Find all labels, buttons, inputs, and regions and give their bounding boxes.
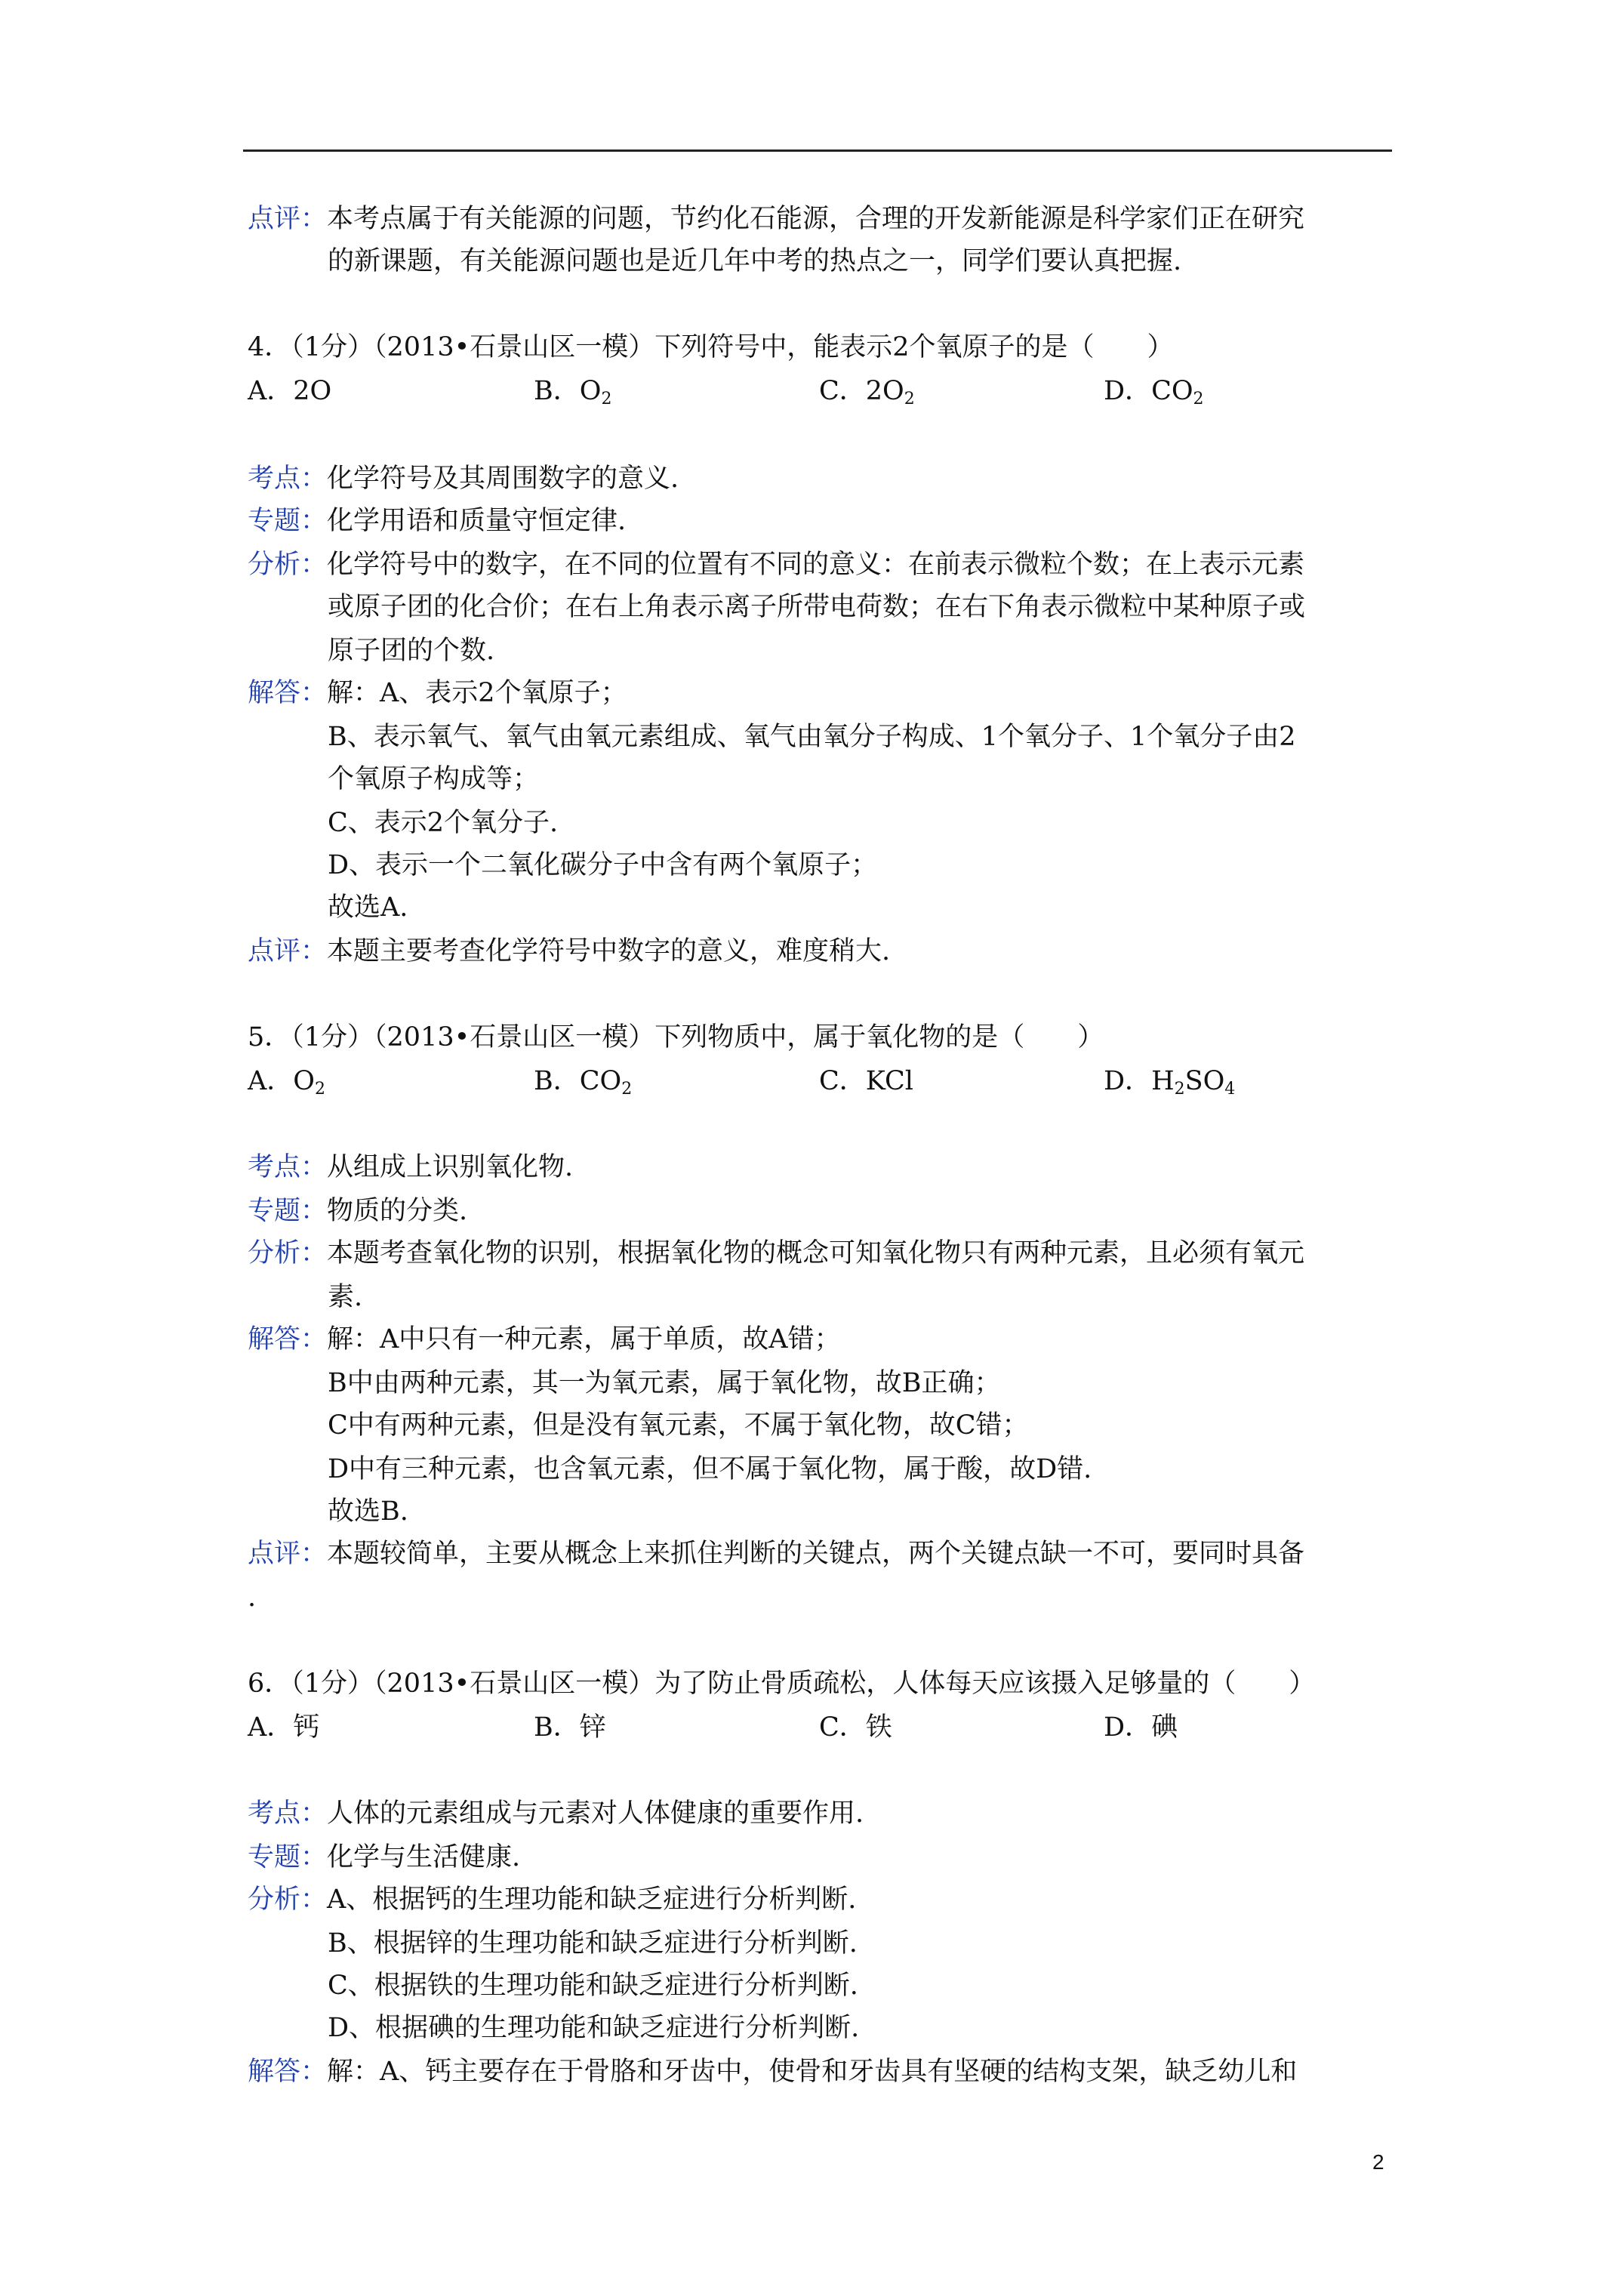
page-number: 2 xyxy=(1372,2150,1384,2174)
q5-fenxi-line-2: 素. xyxy=(328,1282,363,1312)
jieda-label: 解答 xyxy=(248,1324,301,1354)
zhuanti-label: 专题 xyxy=(248,1196,301,1226)
q6-zhuanti: 专题：化学与生活健康. xyxy=(248,1842,521,1872)
q6-fenxi-line-1: 分析：A、根据钙的生理功能和缺乏症进行分析判断. xyxy=(248,1885,857,1915)
q4-option-d: D．$CO_2$ xyxy=(1104,376,1204,408)
q6-kaodian: 考点：人体的元素组成与元素对人体健康的重要作用. xyxy=(248,1798,864,1829)
prev-review-line-1: 点评：本考点属于有关能源的问题，节约化石能源，合理的开发新能源是科学家们正在研究 xyxy=(248,204,1305,234)
q5-jieda-line-5: 故选B. xyxy=(328,1496,408,1527)
prev-review-line-2: 的新课题，有关能源问题也是近几年中考的热点之一，同学们要认真把握. xyxy=(328,246,1182,276)
q6-jieda-line-1: 解答：解：A、钙主要存在于骨胳和牙齿中，使骨和牙齿具有坚硬的结构支架，缺乏幼儿和 xyxy=(248,2057,1298,2087)
q5-option-a: A．$O_2$ xyxy=(248,1066,325,1099)
q6-option-a: A．钙 xyxy=(248,1712,320,1743)
q6-fenxi-line-4: D、根据碘的生理功能和缺乏症进行分析判断. xyxy=(328,2013,860,2043)
q4-jieda-line-4: C、表示2个氧分子. xyxy=(328,808,559,838)
q4-kaodian: 考点：化学符号及其周围数字的意义. xyxy=(248,464,679,494)
q5-option-b: B．$CO_2$ xyxy=(534,1066,633,1099)
q4-stem: 4．（1分）（2013•石景山区一模）下列符号中，能表示2个氧原子的是（ ） xyxy=(248,332,1174,362)
jieda-label: 解答 xyxy=(248,2057,301,2087)
fenxi-label: 分析 xyxy=(248,1238,301,1268)
fenxi-label: 分析 xyxy=(248,550,301,580)
fenxi-label: 分析 xyxy=(248,1885,301,1915)
q4-fenxi-line-1: 分析：化学符号中的数字，在不同的位置有不同的意义：在前表示微粒个数；在上表示元素 xyxy=(248,550,1305,580)
q5-kaodian: 考点：从组成上识别氧化物. xyxy=(248,1152,574,1182)
q4-zhuanti: 专题：化学用语和质量守恒定律. xyxy=(248,506,627,536)
zhuanti-label: 专题 xyxy=(248,1842,301,1872)
jieda-label: 解答 xyxy=(248,678,301,708)
q4-option-c: C．$2O_2$ xyxy=(819,376,915,408)
q5-jieda-line-2: B中由两种元素，其一为氧元素，属于氧化物，故B正确； xyxy=(328,1368,1001,1398)
kaodian-label: 考点 xyxy=(248,1152,301,1182)
review-label: 点评 xyxy=(248,204,301,234)
q4-jieda-line-3: 个氧原子构成等； xyxy=(328,764,540,794)
kaodian-label: 考点 xyxy=(248,464,301,494)
q5-dianping-line-2: . xyxy=(248,1583,257,1613)
q6-option-c: C．铁 xyxy=(819,1712,892,1743)
q5-jieda-line-3: C中有两种元素，但是没有氧元素，不属于氧化物，故C错； xyxy=(328,1410,1029,1441)
dianping-label: 点评 xyxy=(248,1539,301,1569)
q5-fenxi-line-1: 分析：本题考查氧化物的识别，根据氧化物的概念可知氧化物只有两种元素，且必须有氧元 xyxy=(248,1238,1305,1268)
q4-fenxi-line-3: 原子团的个数. xyxy=(328,636,495,666)
q4-jieda-line-2: B、表示氧气、氧气由氧元素组成、氧气由氧分子构成、1个氧分子、1个氧分子由2 xyxy=(328,722,1296,752)
q6-fenxi-line-2: B、根据锌的生理功能和缺乏症进行分析判断. xyxy=(328,1928,858,1959)
q4-jieda-line-1: 解答：解：A、表示2个氧原子； xyxy=(248,678,627,708)
q4-option-a: A．2O xyxy=(248,376,332,406)
zhuanti-label: 专题 xyxy=(248,506,301,536)
kaodian-label: 考点 xyxy=(248,1798,301,1829)
q5-jieda-line-1: 解答：解：A中只有一种元素，属于单质，故A错； xyxy=(248,1324,841,1354)
q4-dianping: 点评：本题主要考查化学符号中数字的意义，难度稍大. xyxy=(248,936,891,966)
q6-option-b: B．锌 xyxy=(534,1712,606,1743)
q4-option-b: B．$O_2$ xyxy=(534,376,612,408)
q5-stem: 5．（1分）（2013•石景山区一模）下列物质中，属于氧化物的是（ ） xyxy=(248,1022,1104,1052)
q4-fenxi-line-2: 或原子团的化合价；在右上角表示离子所带电荷数；在右下角表示微粒中某种原子或 xyxy=(328,592,1306,622)
header-rule xyxy=(243,149,1392,152)
q6-stem: 6．（1分）（2013•石景山区一模）为了防止骨质疏松，人体每天应该摄入足够量的（ ） xyxy=(248,1669,1316,1699)
q5-jieda-line-4: D中有三种元素，也含氧元素，但不属于氧化物，属于酸，故D错. xyxy=(328,1454,1092,1484)
q5-option-c: C．KCl xyxy=(819,1066,913,1096)
q6-fenxi-line-3: C、根据铁的生理功能和缺乏症进行分析判断. xyxy=(328,1971,858,2001)
q5-dianping-line-1: 点评：本题较简单，主要从概念上来抓住判断的关键点，两个关键点缺一不可，要同时具备 xyxy=(248,1539,1305,1569)
q4-jieda-line-5: D、表示一个二氧化碳分子中含有两个氧原子； xyxy=(328,850,878,880)
q4-jieda-line-6: 故选A. xyxy=(328,892,408,923)
q6-option-d: D．碘 xyxy=(1104,1712,1178,1743)
dianping-label: 点评 xyxy=(248,936,301,966)
q5-zhuanti: 专题：物质的分类. xyxy=(248,1196,468,1226)
q5-option-d: D．$H_2SO_4$ xyxy=(1104,1066,1236,1099)
